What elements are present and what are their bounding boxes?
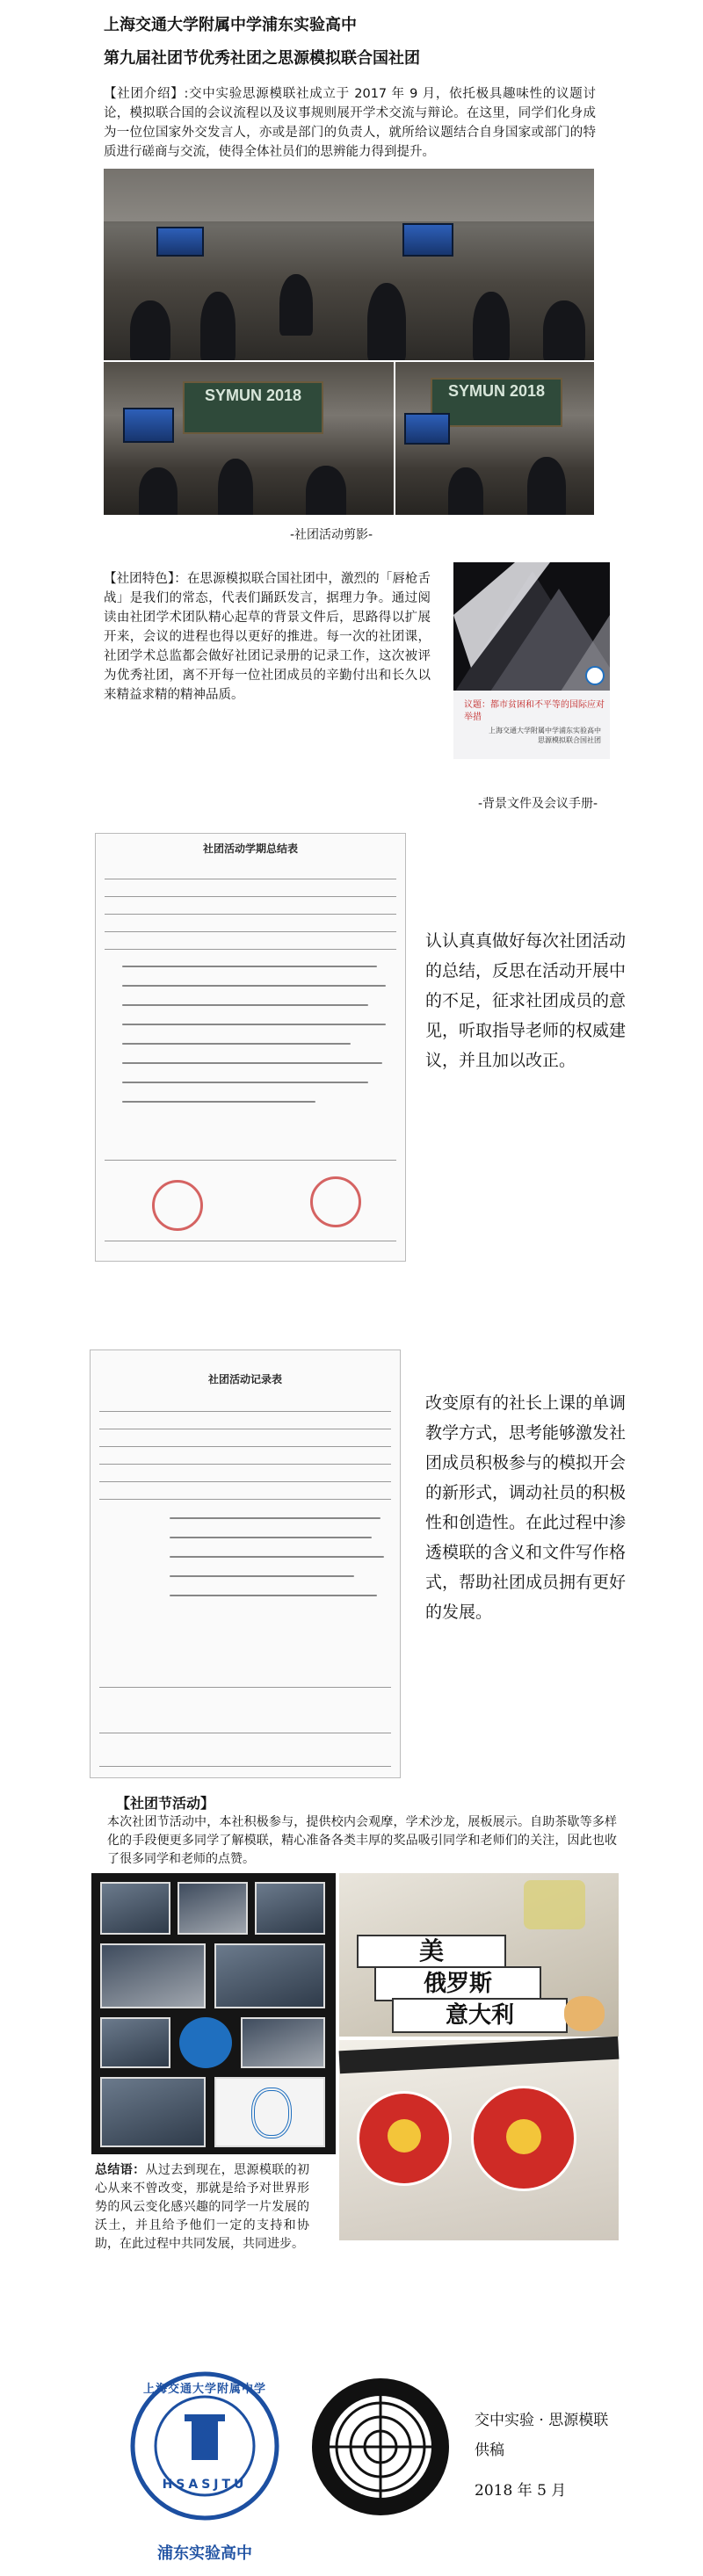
logo-school-name: 浦东实验高中 — [157, 2544, 252, 2563]
activity-record-form — [90, 1350, 401, 1778]
intro-label: 【社团介绍】 — [104, 87, 185, 101]
fingerprint-poster — [214, 2077, 325, 2147]
booklet-org: 上海交通大学附属中学浦东实验高中 思源模拟联合国社团 — [489, 727, 601, 744]
placards-photo — [339, 1873, 619, 2037]
un-emblem-icon — [179, 2017, 232, 2068]
booklet-cover — [453, 562, 610, 759]
country-placard: 俄罗斯 — [374, 1966, 541, 2001]
thumbs-up-icon — [388, 2119, 421, 2153]
official-stamp — [310, 1176, 361, 1227]
un-emblem-icon — [585, 666, 605, 685]
logo-letters: HSASJTU — [162, 2478, 248, 2492]
projector-screen — [123, 408, 174, 443]
country-placard: 美 — [357, 1935, 506, 1968]
footer-org: 交中实验 · 思源模联 — [475, 2412, 609, 2429]
festival-label: 【社团节活动】 — [116, 1795, 215, 1812]
feature-label: 【社团特色】 — [104, 572, 175, 586]
stickers-photo — [339, 2040, 619, 2240]
official-stamp — [152, 1180, 203, 1231]
form2-description: 改变原有的社长上课的单调教学方式，思考能够激发社团成员积极参与的模拟开会的新形式，调动社员的积极性和创造性。在此过程中渗透模联的含义和文件写作格式，帮助社团成员拥有更好的发展。 — [425, 1393, 627, 1622]
booklet-issue: 议题：都市贫困和不平等的国际应对举措 — [464, 700, 605, 722]
projector-screen — [402, 223, 453, 257]
feature-paragraph — [104, 569, 431, 705]
feature-text: ：在思源模拟联合国社团中，激烈的「唇枪舌战」是我们的常态，代表们踊跃发言，据理力争。通过阅读由社团学术团队精心起草的背景文件后，思路得以扩展开来，会议的进程也得以更好的推进。每一次的社团课，社团学术总监都会做好社团记录册的记录工作，这次被评为优秀社团，离不开每一位社团成员的辛勤付出和长久以来精益求精的精神品质。 — [104, 572, 431, 702]
summary-paragraph — [95, 2161, 309, 2254]
festival-paragraph: 本次社团节活动中，本社积极参与，提供校内会观摩，学术沙龙，展板展示。自助茶歇等多样化的手段便更多同学了解模联，精心准备各类丰厚的奖品吸引同学和老师们的关注，因此也收了很多同学和老师的点赞。 — [107, 1815, 617, 1866]
intro-paragraph — [104, 84, 596, 162]
display-board-photo — [91, 1873, 336, 2154]
summary-label: 总结语： — [95, 2163, 146, 2177]
intro-text: :交中实验思源模联社成立于 2017 年 9 月，依托极具趣味性的议题讨论，模拟联合国的会议流程以及议事规则展开学术交流与辩论。在这里，同学们化身成为一位位国家外交发言人，亦或是部门的负责人，就所给议题结合自身国家或部门的特质进行磋商与交流，使得全体社员们的思辨能力得到提升。 — [104, 87, 597, 159]
summary-text: 从过去到现在，思源模联的初心从来不曾改变，那就是给予对世界形势的风云变化感兴趣的同学一片发展的沃土，并且给予他们一定的支持和协助，在此过程中共同发展，共同进步。 — [95, 2163, 309, 2251]
projector-screen — [156, 227, 204, 257]
page-title: 第九届社团节优秀社团之思源模拟联合国社团 — [104, 49, 420, 68]
footer-date: 2018 年 5 月 — [475, 2482, 567, 2500]
form1-description: 认认真真做好每次社团活动的总结，反思在活动开展中的不足，征求社团成员的意见，听取指导老师的权威建议，并且加以改正。 — [425, 931, 627, 1070]
bear-toy-icon — [564, 1996, 605, 2031]
booklet-caption: -背景文件及会议手册- — [478, 797, 598, 811]
chalkboard: SYMUN 2018 — [183, 381, 323, 434]
form-title: 社团活动记录表 — [207, 1373, 282, 1386]
school-name: 上海交通大学附属中学浦东实验高中 — [104, 16, 357, 34]
classroom-photo-bottom-right — [395, 362, 594, 515]
photos-caption: -社团活动剪影- — [290, 528, 373, 542]
lucky-banner — [339, 2037, 620, 2074]
thumbs-up-icon — [506, 2119, 541, 2154]
footer-contributed: 供稿 — [475, 2442, 504, 2459]
chalkboard: SYMUN 2018 — [431, 378, 562, 427]
logo-ring-text: 上海交通大学附属中学 — [142, 2383, 266, 2396]
country-placard: 意大利 — [392, 1998, 568, 2033]
form-title: 社团活动学期总结表 — [202, 843, 298, 855]
projector-screen — [404, 413, 450, 445]
fingerprint-icon — [251, 2088, 292, 2138]
un-emblem-icon — [306, 2372, 455, 2522]
classroom-photo-bottom-left — [104, 362, 394, 515]
semester-summary-form — [95, 833, 406, 1262]
classroom-photo-top — [104, 169, 594, 360]
